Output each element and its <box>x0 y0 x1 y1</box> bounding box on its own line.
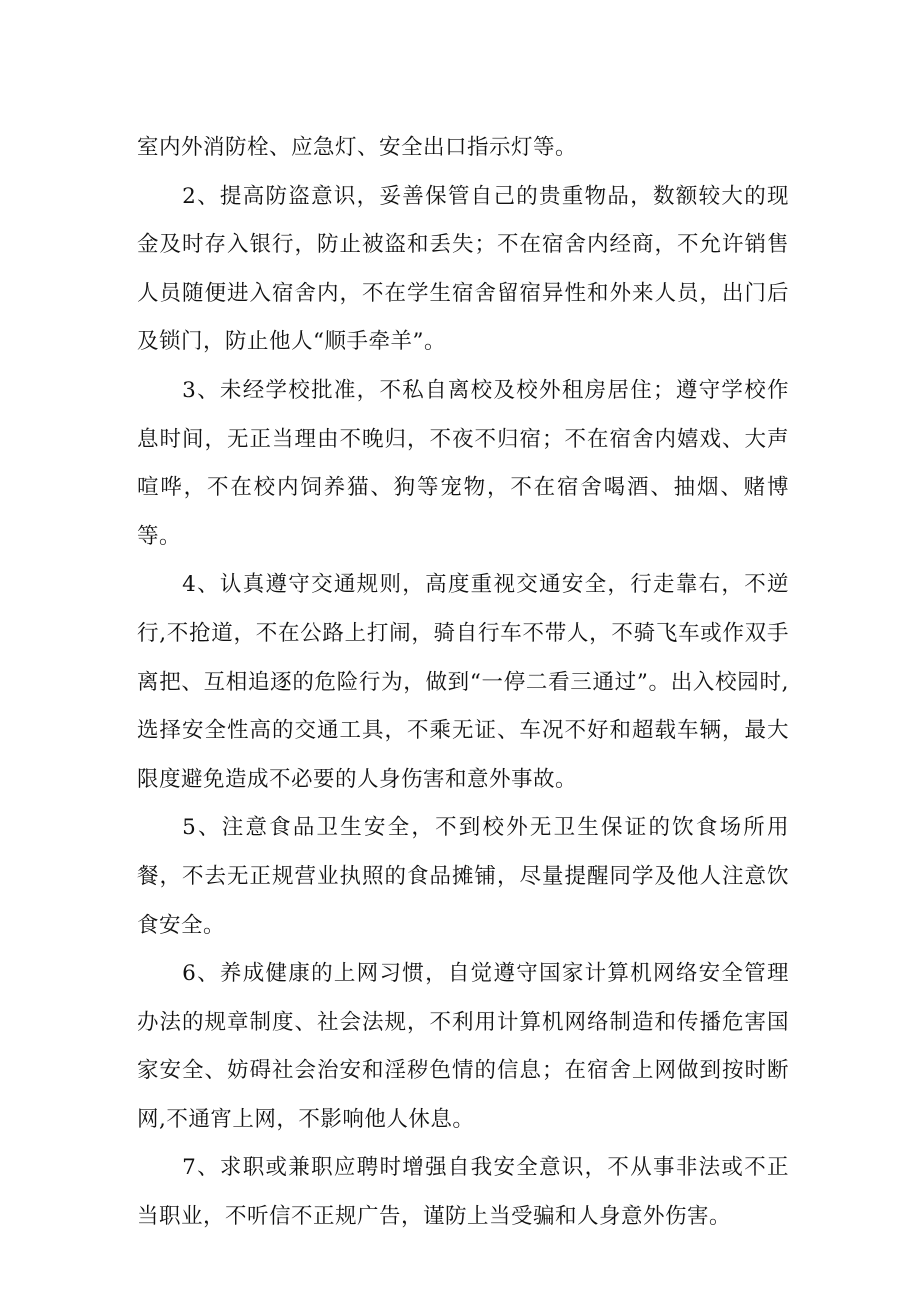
paragraph-item-4: 4、认真遵守交通规则，高度重视交通安全，行走靠右，不逆行,不抢道，不在公路上打闹，骑自行车不带人，不骑飞车或作双手离把、互相追逐的危险行为，做到“一停二看三通过”。出入校园时,选择安全性高的交通工具，不乘无证、车况不好和超载车辆，最大限度避免造成不必要的人身伤害和意外事故。 <box>137 572 789 792</box>
paragraph-continuation: 室内外消防栓、应急灯、安全出口指示灯等。 <box>137 135 578 160</box>
paragraph-item-7: 7、求职或兼职应聘时增强自我安全意识，不从事非法或不正当职业，不听信不正规广告，谨防上当受骗和人身意外伤害。 <box>137 1155 789 1230</box>
paragraph-item-6: 6、养成健康的上网习惯，自觉遵守国家计算机网络安全管理办法的规章制度、社会法规，不利用计算机网络制造和传播危害国家安全、妨碍社会治安和淫秽色情的信息；在宿舍上网做到按时断网,不通宵上网，不影响他人休息。 <box>137 961 789 1132</box>
document-body <box>137 124 789 1242</box>
paragraph-item-5: 5、注意食品卫生安全，不到校外无卫生保证的饮食场所用餐，不去无正规营业执照的食品摊铺，尽量提醒同学及他人注意饮食安全。 <box>137 815 789 938</box>
paragraph-item-2: 2、提高防盗意识，妥善保管自己的贵重物品，数额较大的现金及时存入银行，防止被盗和丢失；不在宿舍内经商，不允许销售人员随便进入宿舍内，不在学生宿舍留宿异性和外来人员，出门后及锁门，防止他人“顺手牵羊”。 <box>137 183 789 355</box>
paragraph-item-3: 3、未经学校批准，不私自离校及校外租房居住；遵守学校作息时间，无正当理由不晚归，不夜不归宿；不在宿舍内嬉戏、大声喧哗，不在校内饲养猫、狗等宠物，不在宿舍喝酒、抽烟、赌博等。 <box>137 377 789 549</box>
